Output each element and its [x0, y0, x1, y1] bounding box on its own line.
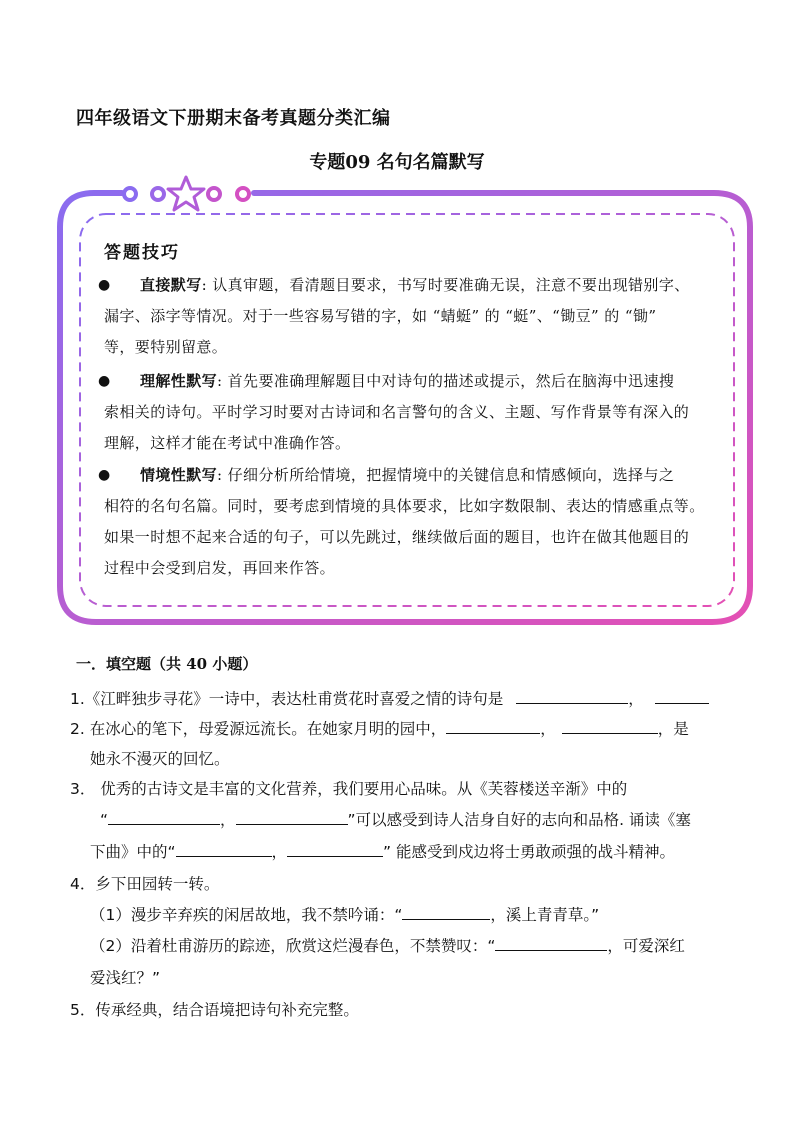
answer-blank[interactable] — [446, 717, 540, 734]
question-text: ，溪上青青草。” — [490, 906, 600, 924]
question-4-part1 — [90, 903, 599, 925]
question-text: ”可以感受到诗人洁身自好的志向和品格. 诵读《塞 — [347, 811, 691, 829]
question-5: 5．传承经典，结合语境把诗句补充完整。 — [70, 1001, 359, 1019]
answer-blank[interactable] — [176, 840, 272, 857]
bullet-icon: ● — [98, 277, 111, 293]
answer-blank[interactable] — [516, 687, 628, 704]
question-text: ， — [220, 811, 236, 829]
answer-blank[interactable] — [287, 840, 383, 857]
tip-comprehension-recitation — [98, 366, 710, 459]
tip-direct-recitation — [98, 270, 710, 363]
tip-text: : 首先要准确理解题目中对诗句的描述或提示，然后在脑海中迅速搜 — [217, 372, 675, 390]
tip-name: 理解性默写 — [140, 372, 218, 390]
frame-decoration — [124, 177, 249, 210]
document-title: 四年级语文下册期末备考真题分类汇编 — [76, 108, 391, 129]
tip-text: 索相关的诗句。平时学习时要对古诗词和名言警句的含义、主题、写作背景等有深入的 — [104, 403, 690, 421]
tip-text: : 仔细分析所给情境，把握情境中的关键信息和情感倾向，选择与之 — [217, 466, 675, 484]
answer-blank[interactable] — [495, 934, 607, 951]
question-3-line2 — [100, 808, 691, 830]
question-text: ，是 — [657, 720, 689, 738]
bullet-icon: ● — [98, 373, 111, 389]
tip-name: 直接默写 — [140, 276, 202, 294]
answer-blank[interactable] — [655, 687, 709, 704]
question-text: 2. 在冰心的笔下，母爱源远流长。在她家月明的园中， — [70, 720, 447, 738]
question-text: “ — [100, 811, 109, 829]
tip-text: 漏字、添字等情况。对于一些容易写错的字，如 “蜻蜓” 的 “蜓”、“锄豆” 的 “锄” — [104, 307, 657, 325]
question-text: ， — [271, 843, 288, 861]
topic-title: 专题09 名句名篇默写 — [309, 152, 485, 173]
question-text: （2）沿着杜甫游历的踪迹，欣赏这烂漫春色，不禁赞叹：“ — [90, 937, 496, 955]
question-text: 下曲》中的“ — [90, 843, 176, 861]
answer-blank[interactable] — [402, 903, 490, 920]
question-text: （1）漫步辛弃疾的闲居故地，我不禁吟诵：“ — [90, 906, 403, 924]
question-text: ， — [540, 720, 556, 738]
bullet-icon: ● — [98, 467, 111, 483]
question-2 — [70, 717, 689, 739]
section-heading: 一．填空题（共 40 小题） — [76, 655, 258, 673]
answer-blank[interactable] — [108, 808, 220, 825]
tip-text: 相符的名句名篇。同时，要考虑到情境的具体要求，比如字数限制、表达的情感重点等。 — [104, 497, 705, 515]
tip-text: 如果一时想不起来合适的句子，可以先跳过，继续做后面的题目，也许在做其他题目的 — [104, 528, 690, 546]
question-4: 4．乡下田园转一转。 — [70, 875, 220, 893]
question-3: 3． 优秀的古诗文是丰富的文化营养，我们要用心品味。从《芙蓉楼送辛渐》中的 — [70, 780, 628, 798]
tip-name: 情境性默写 — [140, 466, 218, 484]
tip-text: 等，要特别留意。 — [104, 338, 228, 356]
question-text: ，可爱深红 — [607, 937, 685, 955]
question-1 — [70, 687, 709, 709]
question-2-continued: 她永不漫灭的回忆。 — [90, 750, 230, 768]
question-text: ” 能感受到戍边将士勇敢顽强的战斗精神。 — [383, 843, 676, 861]
answer-blank[interactable] — [562, 717, 658, 734]
tip-context-recitation — [98, 460, 710, 584]
question-text: ， — [628, 690, 644, 708]
tips-heading: 答题技巧 — [104, 243, 180, 263]
question-4-part2 — [90, 934, 685, 956]
question-4-part2-continued: 爱浅红？” — [90, 969, 161, 987]
question-3-line3 — [90, 840, 675, 862]
tip-text: 理解，这样才能在考试中准确作答。 — [104, 434, 351, 452]
answer-blank[interactable] — [236, 808, 348, 825]
tip-text: 过程中会受到启发，再回来作答。 — [104, 559, 336, 577]
tip-text: : 认真审题，看清题目要求，书写时要准确无误，注意不要出现错别字、 — [201, 276, 690, 294]
question-text: 1.《江畔独步寻花》一诗中，表达杜甫赏花时喜爱之情的诗句是 — [70, 690, 504, 708]
